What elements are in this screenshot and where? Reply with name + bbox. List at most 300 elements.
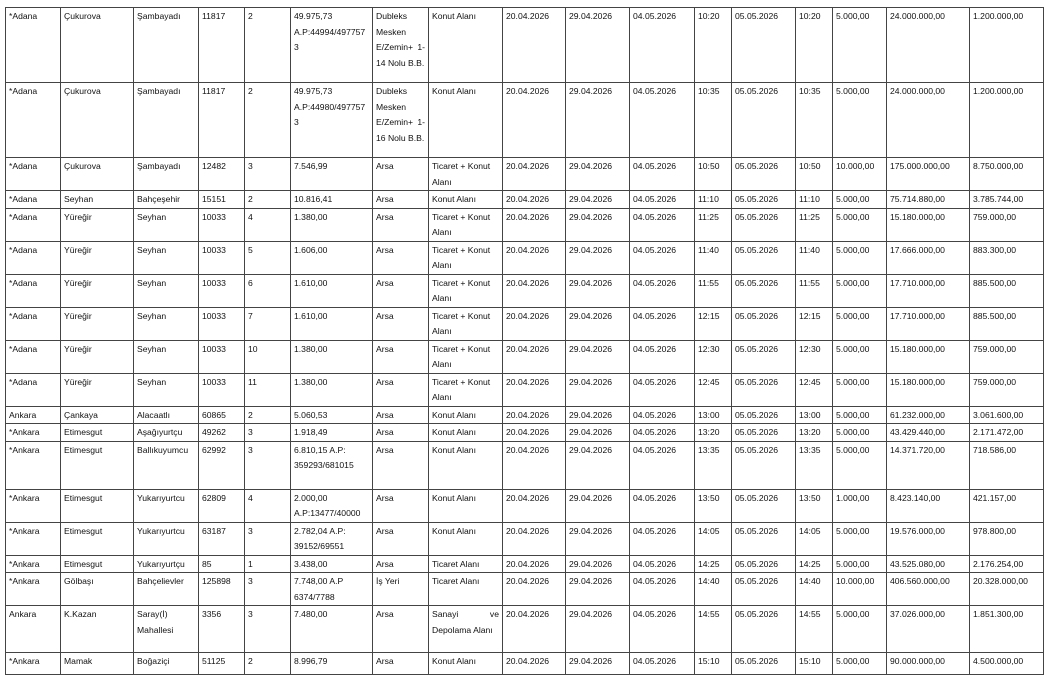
cell-deposit-deadline: 29.04.2026 [566,241,630,274]
cell-guarantee: 759.000,00 [970,340,1044,373]
cell-district: Etimesgut [61,489,134,522]
cell-neighborhood: Şambayadı [134,83,199,158]
cell-zoning: Konut Alanı [429,191,503,209]
cell-guarantee: 759.000,00 [970,373,1044,406]
cell-guarantee: 3.785.744,00 [970,191,1044,209]
cell-application-date: 04.05.2026 [630,406,695,424]
table-body [6,8,1044,675]
cell-parcel: 2 [245,83,291,158]
cell-auction-date: 05.05.2026 [732,241,796,274]
cell-guarantee: 2.171.472,00 [970,424,1044,442]
cell-application-time: 14:05 [695,522,732,555]
cell-auction-time: 13:00 [796,406,833,424]
cell-neighborhood: Seyhan [134,208,199,241]
cell-block: 3356 [199,606,245,653]
cell-district: K.Kazan [61,606,134,653]
cell-district: Seyhan [61,191,134,209]
cell-application-date: 04.05.2026 [630,208,695,241]
cell-announcement-date: 20.04.2026 [503,606,566,653]
cell-estimated-value: 75.714.880,00 [887,191,970,209]
cell-increment: 5.000,00 [833,340,887,373]
cell-block: 62992 [199,441,245,489]
cell-deposit-deadline: 29.04.2026 [566,83,630,158]
cell-application-time: 11:55 [695,274,732,307]
cell-area: 49.975,73 A.P:44994/4977573 [291,8,373,83]
cell-neighborhood: Saray(İ) Mahallesi [134,606,199,653]
cell-increment: 10.000,00 [833,158,887,191]
cell-application-time: 14:25 [695,555,732,573]
cell-zoning: Konut Alanı [429,522,503,555]
cell-parcel: 2 [245,191,291,209]
cell-neighborhood: Boğaziçi [134,653,199,675]
cell-estimated-value: 14.371.720,00 [887,441,970,489]
cell-zoning: Konut Alanı [429,424,503,442]
cell-deposit-deadline: 29.04.2026 [566,274,630,307]
table-row [6,573,1044,606]
cell-property-type: Arsa [373,208,429,241]
cell-guarantee: 8.750.000,00 [970,158,1044,191]
cell-zoning: Konut Alanı [429,83,503,158]
cell-estimated-value: 17.710.000,00 [887,274,970,307]
cell-zoning: Ticaret + Konut Alanı [429,307,503,340]
cell-guarantee: 1.200.000,00 [970,83,1044,158]
cell-block: 63187 [199,522,245,555]
cell-application-time: 13:20 [695,424,732,442]
cell-block: 60865 [199,406,245,424]
cell-estimated-value: 19.576.000,00 [887,522,970,555]
cell-district: Yüreğir [61,340,134,373]
cell-province: *Ankara [6,424,61,442]
cell-property-type: Arsa [373,274,429,307]
cell-property-type: Arsa [373,241,429,274]
table-row [6,406,1044,424]
cell-area: 7.546,99 [291,158,373,191]
table-row [6,373,1044,406]
table-row [6,83,1044,158]
cell-application-date: 04.05.2026 [630,573,695,606]
cell-neighborhood: Alacaatlı [134,406,199,424]
cell-announcement-date: 20.04.2026 [503,274,566,307]
cell-neighborhood: Yukarıyurtcu [134,489,199,522]
cell-estimated-value: 24.000.000,00 [887,8,970,83]
cell-announcement-date: 20.04.2026 [503,489,566,522]
cell-auction-time: 13:50 [796,489,833,522]
cell-application-date: 04.05.2026 [630,489,695,522]
cell-application-date: 04.05.2026 [630,158,695,191]
cell-district: Etimesgut [61,555,134,573]
cell-area: 1.606,00 [291,241,373,274]
cell-area: 1.380,00 [291,340,373,373]
cell-auction-time: 11:40 [796,241,833,274]
cell-guarantee: 759.000,00 [970,208,1044,241]
cell-block: 10033 [199,274,245,307]
cell-parcel: 10 [245,340,291,373]
cell-increment: 5.000,00 [833,373,887,406]
cell-parcel: 2 [245,406,291,424]
cell-area: 5.060,53 [291,406,373,424]
cell-application-time: 12:15 [695,307,732,340]
cell-estimated-value: 17.710.000,00 [887,307,970,340]
cell-estimated-value: 15.180.000,00 [887,208,970,241]
cell-announcement-date: 20.04.2026 [503,373,566,406]
cell-auction-date: 05.05.2026 [732,522,796,555]
cell-application-time: 11:25 [695,208,732,241]
cell-application-time: 12:30 [695,340,732,373]
cell-deposit-deadline: 29.04.2026 [566,522,630,555]
table-row [6,8,1044,83]
cell-deposit-deadline: 29.04.2026 [566,340,630,373]
cell-district: Mamak [61,653,134,675]
cell-zoning: Ticaret + Konut Alanı [429,274,503,307]
cell-area: 10.816,41 [291,191,373,209]
cell-application-date: 04.05.2026 [630,653,695,675]
cell-estimated-value: 43.525.080,00 [887,555,970,573]
cell-guarantee: 2.176.254,00 [970,555,1044,573]
cell-neighborhood: Şambayadı [134,8,199,83]
cell-province: Ankara [6,406,61,424]
cell-deposit-deadline: 29.04.2026 [566,606,630,653]
cell-neighborhood: Yukarıyurtçu [134,555,199,573]
cell-application-time: 14:55 [695,606,732,653]
cell-announcement-date: 20.04.2026 [503,653,566,675]
cell-block: 10033 [199,373,245,406]
cell-increment: 5.000,00 [833,191,887,209]
cell-deposit-deadline: 29.04.2026 [566,191,630,209]
cell-province: *Adana [6,307,61,340]
cell-application-date: 04.05.2026 [630,522,695,555]
cell-zoning: Ticaret Alanı [429,555,503,573]
cell-district: Etimesgut [61,441,134,489]
cell-block: 10033 [199,241,245,274]
cell-application-time: 15:10 [695,653,732,675]
cell-district: Çukurova [61,158,134,191]
cell-estimated-value: 406.560.000,00 [887,573,970,606]
cell-auction-date: 05.05.2026 [732,307,796,340]
cell-parcel: 4 [245,489,291,522]
table-row [6,522,1044,555]
cell-auction-date: 05.05.2026 [732,489,796,522]
cell-zoning: Sanayi ve Depolama Alanı [429,606,503,653]
cell-auction-date: 05.05.2026 [732,274,796,307]
table-row [6,191,1044,209]
cell-neighborhood: Aşağıyurtçu [134,424,199,442]
cell-block: 51125 [199,653,245,675]
cell-application-time: 11:40 [695,241,732,274]
cell-deposit-deadline: 29.04.2026 [566,208,630,241]
cell-increment: 5.000,00 [833,653,887,675]
cell-estimated-value: 8.423.140,00 [887,489,970,522]
cell-area: 1.610,00 [291,274,373,307]
cell-auction-time: 14:05 [796,522,833,555]
cell-province: *Ankara [6,441,61,489]
cell-property-type: Arsa [373,158,429,191]
cell-neighborhood: Seyhan [134,373,199,406]
cell-auction-time: 10:50 [796,158,833,191]
cell-province: *Adana [6,241,61,274]
cell-announcement-date: 20.04.2026 [503,340,566,373]
cell-province: *Adana [6,340,61,373]
cell-block: 15151 [199,191,245,209]
cell-area: 1.380,00 [291,373,373,406]
cell-property-type: Arsa [373,424,429,442]
cell-application-date: 04.05.2026 [630,307,695,340]
cell-zoning: Konut Alanı [429,406,503,424]
cell-deposit-deadline: 29.04.2026 [566,555,630,573]
cell-estimated-value: 90.000.000,00 [887,653,970,675]
cell-application-date: 04.05.2026 [630,8,695,83]
cell-announcement-date: 20.04.2026 [503,573,566,606]
cell-parcel: 4 [245,208,291,241]
cell-deposit-deadline: 29.04.2026 [566,8,630,83]
cell-increment: 5.000,00 [833,208,887,241]
cell-property-type: Arsa [373,522,429,555]
cell-property-type: Arsa [373,307,429,340]
cell-announcement-date: 20.04.2026 [503,83,566,158]
cell-province: *Ankara [6,555,61,573]
cell-increment: 5.000,00 [833,241,887,274]
table-row [6,424,1044,442]
cell-parcel: 3 [245,158,291,191]
cell-area: 2.000,00 A.P:13477/40000 [291,489,373,522]
cell-parcel: 3 [245,522,291,555]
cell-auction-date: 05.05.2026 [732,83,796,158]
cell-announcement-date: 20.04.2026 [503,158,566,191]
cell-application-date: 04.05.2026 [630,241,695,274]
cell-guarantee: 978.800,00 [970,522,1044,555]
cell-parcel: 7 [245,307,291,340]
cell-property-type: Dubleks Mesken E/Zemin+ 1-16 Nolu B.B. [373,83,429,158]
cell-application-date: 04.05.2026 [630,340,695,373]
cell-auction-date: 05.05.2026 [732,555,796,573]
cell-increment: 1.000,00 [833,489,887,522]
cell-parcel: 2 [245,653,291,675]
cell-neighborhood: Şambayadı [134,158,199,191]
cell-area: 49.975,73 A.P:44980/4977573 [291,83,373,158]
cell-neighborhood: Seyhan [134,241,199,274]
table-row [6,489,1044,522]
cell-auction-date: 05.05.2026 [732,406,796,424]
cell-neighborhood: Bahçelievler [134,573,199,606]
cell-property-type: Arsa [373,191,429,209]
cell-block: 12482 [199,158,245,191]
table-row [6,241,1044,274]
cell-district: Çukurova [61,8,134,83]
cell-announcement-date: 20.04.2026 [503,424,566,442]
cell-province: *Adana [6,208,61,241]
cell-auction-date: 05.05.2026 [732,424,796,442]
cell-province: *Ankara [6,653,61,675]
cell-district: Yüreğir [61,241,134,274]
cell-neighborhood: Seyhan [134,340,199,373]
cell-parcel: 5 [245,241,291,274]
cell-zoning: Konut Alanı [429,653,503,675]
table-row [6,208,1044,241]
cell-guarantee: 718.586,00 [970,441,1044,489]
cell-auction-time: 12:15 [796,307,833,340]
cell-guarantee: 885.500,00 [970,274,1044,307]
cell-auction-date: 05.05.2026 [732,573,796,606]
cell-auction-time: 13:20 [796,424,833,442]
table-row [6,307,1044,340]
cell-auction-time: 12:30 [796,340,833,373]
table-row [6,274,1044,307]
cell-auction-date: 05.05.2026 [732,208,796,241]
cell-district: Gölbaşı [61,573,134,606]
cell-area: 1.380,00 [291,208,373,241]
cell-guarantee: 885.500,00 [970,307,1044,340]
cell-guarantee: 3.061.600,00 [970,406,1044,424]
cell-block: 10033 [199,208,245,241]
cell-auction-time: 11:10 [796,191,833,209]
cell-deposit-deadline: 29.04.2026 [566,489,630,522]
cell-announcement-date: 20.04.2026 [503,8,566,83]
cell-application-date: 04.05.2026 [630,274,695,307]
cell-application-time: 12:45 [695,373,732,406]
cell-auction-time: 14:40 [796,573,833,606]
cell-district: Yüreğir [61,373,134,406]
cell-block: 85 [199,555,245,573]
cell-application-time: 10:20 [695,8,732,83]
cell-guarantee: 1.200.000,00 [970,8,1044,83]
cell-area: 7.480,00 [291,606,373,653]
cell-parcel: 1 [245,555,291,573]
cell-area: 2.782,04 A.P: 39152/69551 [291,522,373,555]
cell-district: Yüreğir [61,208,134,241]
cell-parcel: 11 [245,373,291,406]
table-row [6,606,1044,653]
cell-guarantee: 1.851.300,00 [970,606,1044,653]
cell-property-type: Arsa [373,489,429,522]
cell-estimated-value: 175.000.000,00 [887,158,970,191]
cell-auction-date: 05.05.2026 [732,606,796,653]
auction-listing-table [5,7,1044,675]
cell-province: *Adana [6,373,61,406]
cell-zoning: Konut Alanı [429,8,503,83]
cell-application-date: 04.05.2026 [630,606,695,653]
cell-application-time: 10:50 [695,158,732,191]
cell-province: *Adana [6,274,61,307]
cell-block: 10033 [199,307,245,340]
cell-auction-time: 12:45 [796,373,833,406]
cell-parcel: 2 [245,8,291,83]
cell-neighborhood: Ballıkuyumcu [134,441,199,489]
cell-increment: 5.000,00 [833,83,887,158]
cell-application-time: 13:50 [695,489,732,522]
cell-district: Yüreğir [61,307,134,340]
cell-increment: 5.000,00 [833,8,887,83]
cell-area: 1.610,00 [291,307,373,340]
cell-estimated-value: 61.232.000,00 [887,406,970,424]
cell-estimated-value: 17.666.000,00 [887,241,970,274]
cell-property-type: Dubleks Mesken E/Zemin+ 1-14 Nolu B.B. [373,8,429,83]
cell-deposit-deadline: 29.04.2026 [566,441,630,489]
cell-application-time: 13:00 [695,406,732,424]
table-row [6,441,1044,489]
cell-area: 3.438,00 [291,555,373,573]
cell-increment: 5.000,00 [833,274,887,307]
cell-province: Ankara [6,606,61,653]
cell-zoning: Ticaret + Konut Alanı [429,340,503,373]
cell-property-type: Arsa [373,373,429,406]
cell-increment: 5.000,00 [833,522,887,555]
cell-auction-date: 05.05.2026 [732,191,796,209]
cell-application-time: 10:35 [695,83,732,158]
cell-auction-date: 05.05.2026 [732,653,796,675]
cell-guarantee: 883.300,00 [970,241,1044,274]
cell-auction-date: 05.05.2026 [732,8,796,83]
cell-announcement-date: 20.04.2026 [503,208,566,241]
cell-auction-time: 11:55 [796,274,833,307]
cell-zoning: Ticaret + Konut Alanı [429,158,503,191]
cell-property-type: Arsa [373,406,429,424]
cell-auction-time: 10:20 [796,8,833,83]
cell-property-type: Arsa [373,340,429,373]
cell-zoning: Ticaret + Konut Alanı [429,241,503,274]
cell-announcement-date: 20.04.2026 [503,307,566,340]
cell-parcel: 3 [245,573,291,606]
cell-province: *Ankara [6,522,61,555]
cell-increment: 10.000,00 [833,573,887,606]
cell-auction-time: 14:25 [796,555,833,573]
cell-property-type: Arsa [373,555,429,573]
cell-increment: 5.000,00 [833,606,887,653]
cell-zoning: Ticaret + Konut Alanı [429,208,503,241]
cell-increment: 5.000,00 [833,555,887,573]
cell-guarantee: 4.500.000,00 [970,653,1044,675]
cell-parcel: 3 [245,424,291,442]
cell-block: 11817 [199,8,245,83]
cell-province: *Adana [6,191,61,209]
cell-area: 6.810,15 A.P: 359293/681015 [291,441,373,489]
cell-deposit-deadline: 29.04.2026 [566,653,630,675]
cell-auction-time: 15:10 [796,653,833,675]
table-row [6,653,1044,675]
cell-announcement-date: 20.04.2026 [503,406,566,424]
cell-application-time: 14:40 [695,573,732,606]
cell-announcement-date: 20.04.2026 [503,555,566,573]
cell-parcel: 6 [245,274,291,307]
cell-increment: 5.000,00 [833,307,887,340]
cell-application-date: 04.05.2026 [630,441,695,489]
cell-deposit-deadline: 29.04.2026 [566,406,630,424]
cell-property-type: Arsa [373,653,429,675]
cell-block: 10033 [199,340,245,373]
cell-block: 62809 [199,489,245,522]
cell-district: Etimesgut [61,522,134,555]
cell-province: *Ankara [6,489,61,522]
cell-neighborhood: Seyhan [134,307,199,340]
cell-auction-date: 05.05.2026 [732,340,796,373]
cell-auction-time: 14:55 [796,606,833,653]
cell-estimated-value: 37.026.000,00 [887,606,970,653]
cell-increment: 5.000,00 [833,424,887,442]
cell-block: 49262 [199,424,245,442]
cell-neighborhood: Yukarıyurtcu [134,522,199,555]
cell-block: 11817 [199,83,245,158]
table-row [6,555,1044,573]
cell-announcement-date: 20.04.2026 [503,191,566,209]
cell-estimated-value: 15.180.000,00 [887,373,970,406]
cell-parcel: 3 [245,606,291,653]
cell-guarantee: 20.328.000,00 [970,573,1044,606]
cell-application-date: 04.05.2026 [630,555,695,573]
cell-estimated-value: 24.000.000,00 [887,83,970,158]
table-row [6,158,1044,191]
cell-application-date: 04.05.2026 [630,83,695,158]
cell-deposit-deadline: 29.04.2026 [566,307,630,340]
cell-province: *Adana [6,158,61,191]
cell-neighborhood: Seyhan [134,274,199,307]
